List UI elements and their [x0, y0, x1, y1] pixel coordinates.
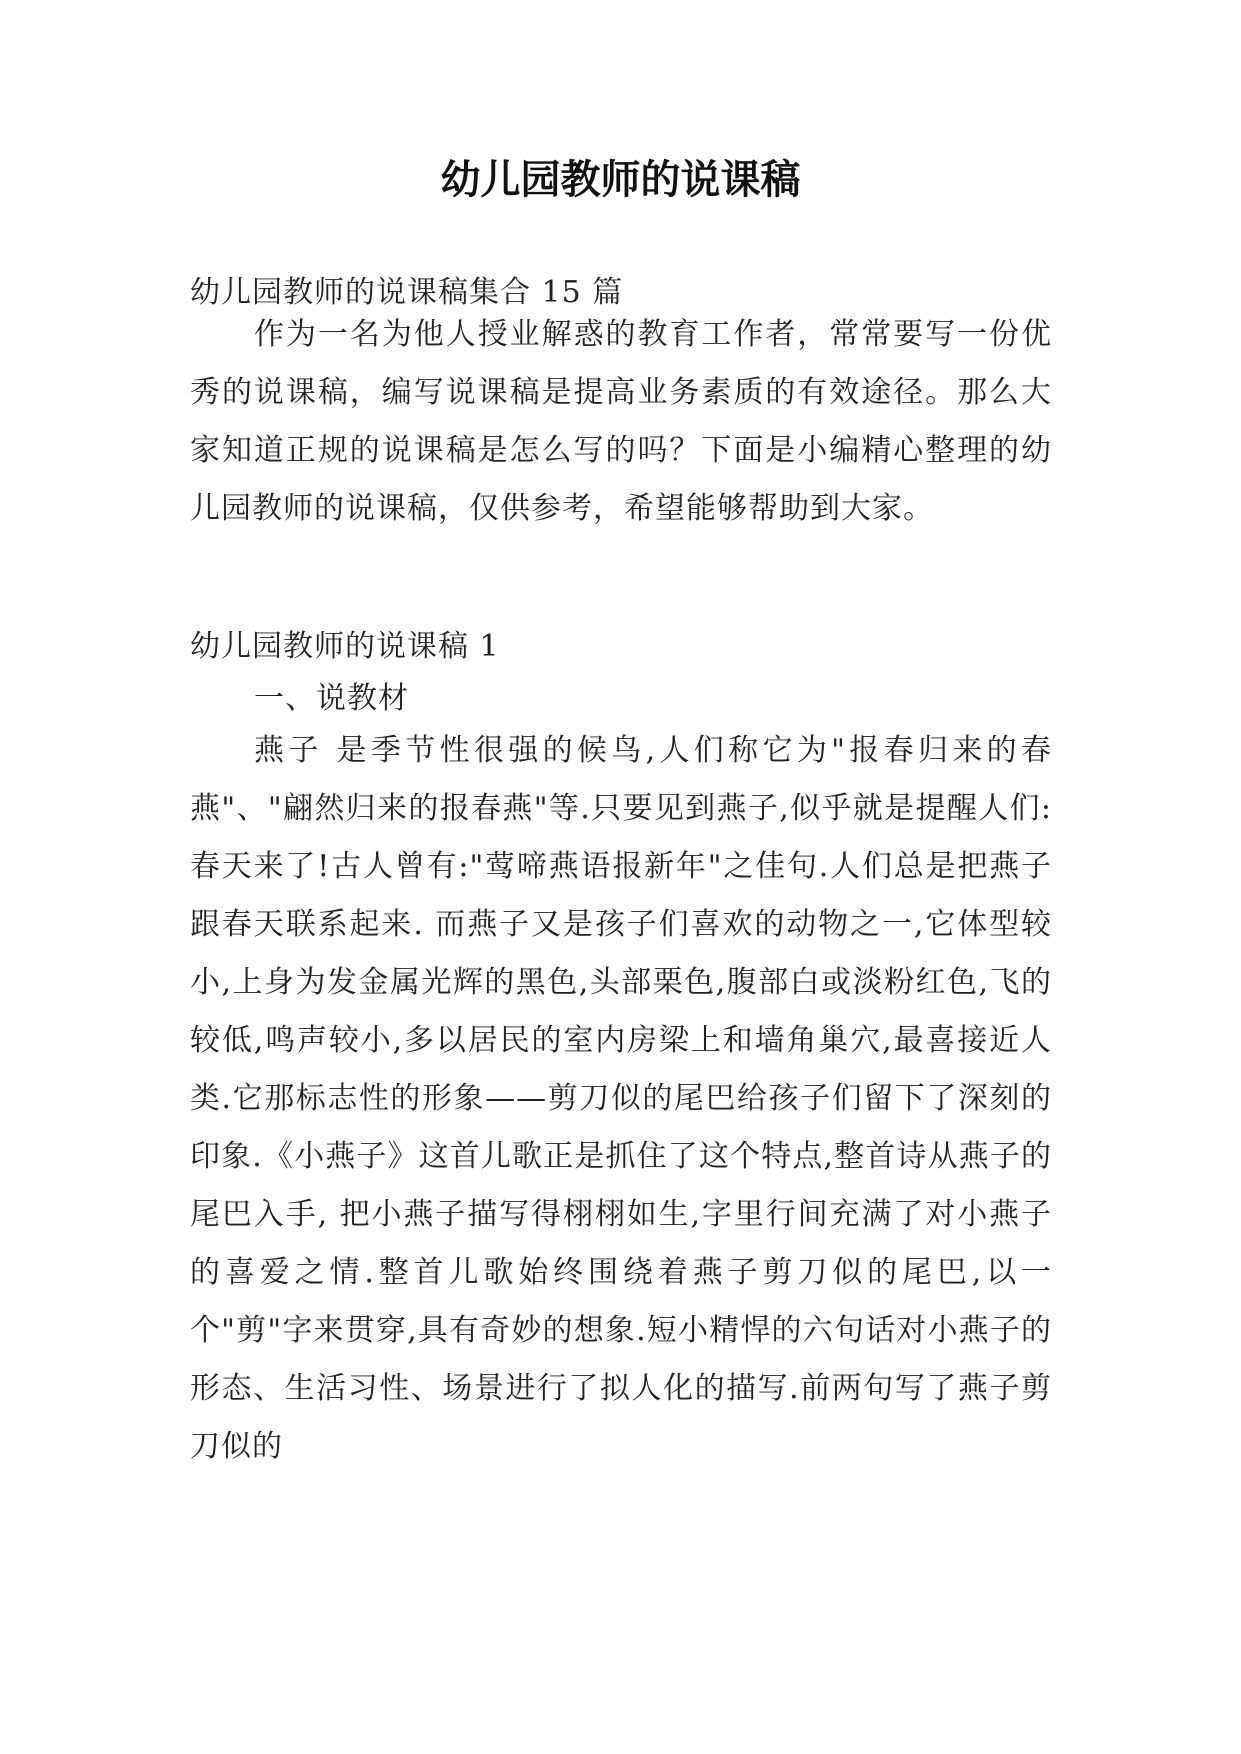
subsection-heading: 一、说教材 [254, 681, 409, 716]
collection-heading: 幼儿园教师的说课稿集合 15 篇 [190, 275, 624, 310]
document-title: 幼儿园教师的说课稿 [440, 157, 801, 203]
section-heading: 幼儿园教师的说课稿 1 [190, 629, 500, 664]
body-paragraph: 燕子 是季节性很强的候鸟,人们称它为"报春归来的春燕"、"翩然归来的报春燕"等.只要见到燕子,似乎就是提醒人们:春天来了!古人曾有:"莺啼燕语报新年"之佳句.人们总是把燕子跟春天联系起来. 而燕子又是孩子们喜欢的动物之一,它体型较小,上身为发金属光辉的黑色,头部栗色,腹部白或淡粉红色,飞的较低,鸣声较小,多以居民的室内房梁上和墙角巢穴,最喜接近人类.它那标志性的形象——剪刀似的尾巴给孩子们留下了深刻的印象.《小燕子》这首儿歌正是抓住了这个特点,整首诗从燕子的尾巴入手, 把小燕子描写得栩栩如生,字里行间充满了对小燕子的喜爱之情.整首儿歌始终围绕着燕子剪刀似的尾巴,以一个"剪"字来贯穿,具有奇妙的想象.短小精悍的六句话对小燕子的形态、生活习性、场景进行了拟人化的描写.前两句写了燕子剪刀似的 [190, 733, 1052, 1464]
intro-paragraph: 作为一名为他人授业解惑的教育工作者，常常要写一份优秀的说课稿，编写说课稿是提高业务素质的有效途径。那么大家知道正规的说课稿是怎么写的吗？下面是小编精心整理的幼儿园教师的说课稿，仅供参考，希望能够帮助到大家。 [190, 317, 1052, 526]
